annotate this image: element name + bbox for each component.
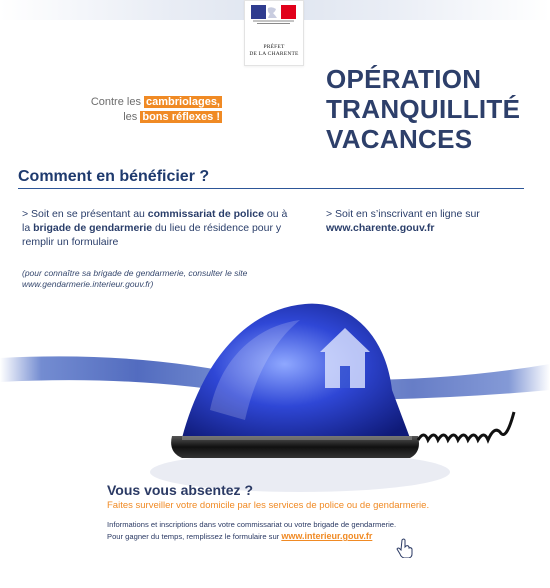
- info-text-2-prefix: Pour gagner du temps, remplissez le formulaire sur: [107, 532, 282, 541]
- interieur-website-link[interactable]: www.interieur.gouv.fr: [281, 531, 373, 541]
- title-line-1: OPÉRATION: [326, 64, 482, 94]
- absence-subtitle: Faites surveiller votre domicile par les services de police ou de gendarmerie.: [107, 500, 430, 511]
- info-text-2: [107, 531, 372, 541]
- prefet-label: PRÉFET: [263, 44, 285, 50]
- option-online-text: > Soit en s’inscrivant en ligne sur: [326, 208, 480, 220]
- slogan-text-1: Contre les: [90, 96, 145, 108]
- slogan-highlight-1: cambriolages,: [146, 96, 220, 108]
- charente-website-link[interactable]: www.charente.gouv.fr: [326, 222, 435, 234]
- option-in-person-prefix: > Soit en se présentant au: [22, 208, 148, 220]
- option-in-person: [22, 207, 297, 249]
- gendarmerie-note: (pour connaître sa brigade de gendarmerie, consulter le site www.gendarmerie.interieur.gouv.fr): [22, 268, 248, 289]
- gendarmerie-label: brigade de gendarmerie: [33, 222, 153, 234]
- title-line-2: TRANQUILLITÉ: [326, 94, 521, 124]
- absence-title: Vous vous absentez ?: [107, 482, 253, 498]
- option-in-person-mid: ou à la: [22, 208, 288, 234]
- slogan: [70, 95, 222, 125]
- slogan-text-2: les: [123, 111, 141, 123]
- marianne-flag-icon: [251, 5, 296, 25]
- section-heading: Comment en bénéficier ?: [18, 168, 210, 185]
- prefecture-logo: [244, 0, 304, 66]
- department-label: DE LA CHARENTE: [249, 51, 299, 57]
- operation-title: [326, 64, 550, 154]
- police-light-illustration: [0, 290, 550, 505]
- option-in-person-suffix: du lieu de résidence pour y remplir un formulaire: [22, 222, 282, 248]
- option-online: [326, 207, 526, 235]
- hand-cursor-icon: [396, 538, 414, 558]
- info-text-1: Informations et inscriptions dans votre commissariat ou votre brigade de gendarmerie.: [107, 520, 397, 529]
- police-light-icon: [171, 304, 419, 458]
- title-line-3: VACANCES: [326, 124, 473, 154]
- slogan-highlight-2: bons réflexes !: [142, 111, 220, 123]
- section-divider: [18, 188, 524, 189]
- police-station-label: commissariat de police: [147, 208, 264, 220]
